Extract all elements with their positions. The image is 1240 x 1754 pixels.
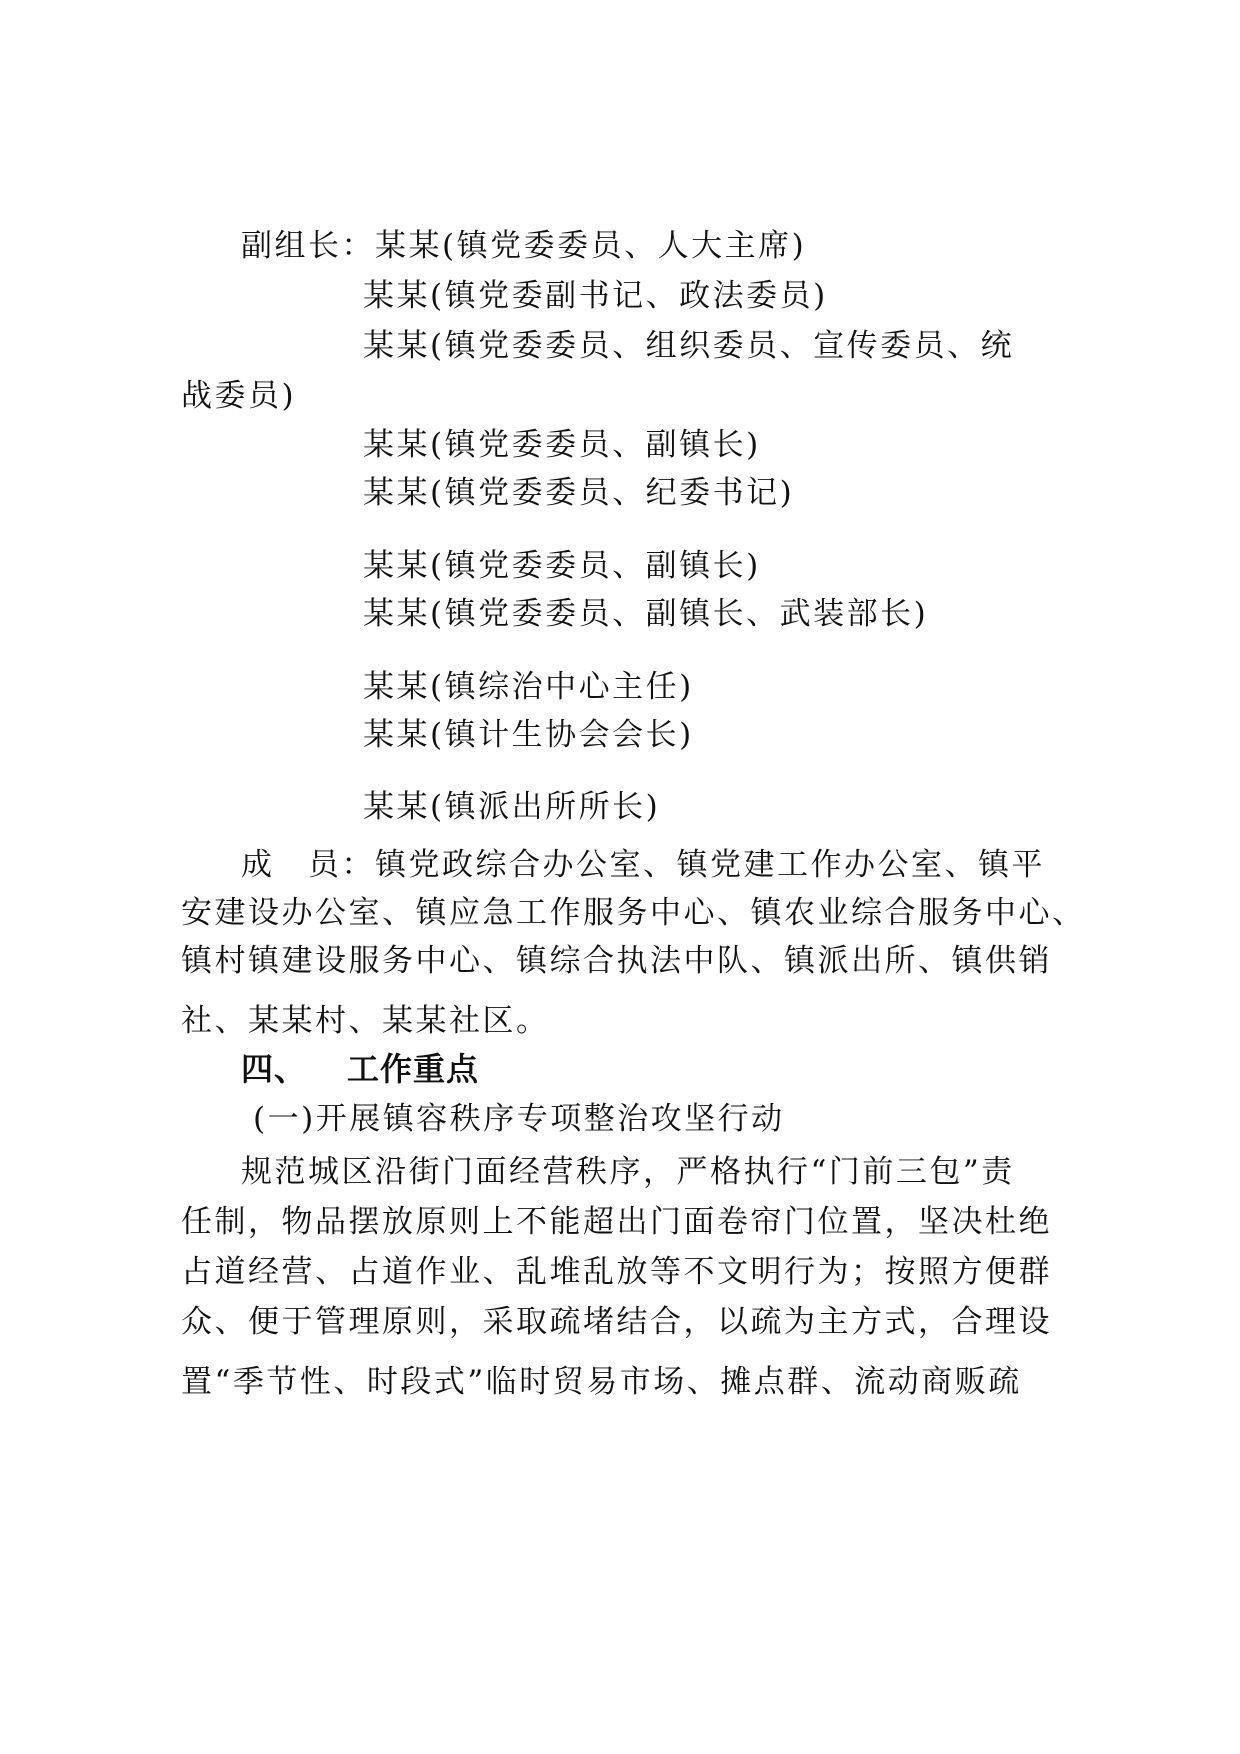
subsection-title: (一)开展镇容秩序专项整治攻坚行动 [253,1101,785,1137]
body-line: 任制，物品摆放原则上不能超出门面卷帘门位置，坚决杜绝 [181,1204,1052,1240]
deputy-entry-continuation: 战委员) [181,378,297,414]
deputy-line-1 [241,226,806,266]
members-label: 成 员： [241,847,375,883]
body-line: 众、便于管理原则，采取疏堵结合，以疏为主方式，合理设 [181,1304,1052,1340]
deputy-entry: 某某(镇党委委员、人大主席) [375,228,807,264]
deputy-entry: 某某(镇党委委员、组织委员、宣传委员、统 [363,328,1015,364]
deputy-entry: 某某(镇党委副书记、政法委员) [363,278,828,314]
deputy-entry: 某某(镇党委委员、副镇长、武装部长) [363,596,929,632]
body-line: 占道经营、占道作业、乱堆乱放等不文明行为；按照方便群 [181,1254,1052,1290]
members-text: 镇村镇建设服务中心、镇综合执法中队、镇派出所、镇供销 [181,943,1052,979]
deputy-entry: 某某(镇党委委员、副镇长) [363,427,761,463]
deputy-entry: 某某(镇党委委员、纪委书记) [363,475,795,511]
deputy-entry: 某某(镇计生协会会长) [363,717,694,753]
body-line: 规范城区沿街门面经营秩序，严格执行“门前三包”责 [241,1154,1015,1190]
section-heading [241,1049,479,1089]
body-line: 置“季节性、时段式”临时贸易市场、摊点群、流动商贩疏 [181,1364,1022,1400]
deputy-entry: 某某(镇派出所所长) [363,789,661,825]
section-title: 工作重点 [347,1050,480,1088]
members-text: 镇党政综合办公室、镇党建工作办公室、镇平 [375,847,1045,883]
members-text: 安建设办公室、镇应急工作服务中心、镇农业综合服务中心、 [181,895,1086,931]
deputy-entry: 某某(镇综治中心主任) [363,669,694,705]
deputy-entry: 某某(镇党委委员、副镇长) [363,548,761,584]
deputy-label: 副组长： [241,228,375,264]
members-line-1 [241,845,1045,885]
section-number: 四、 [241,1050,308,1088]
members-text: 社、某某村、某某社区。 [181,1003,550,1039]
